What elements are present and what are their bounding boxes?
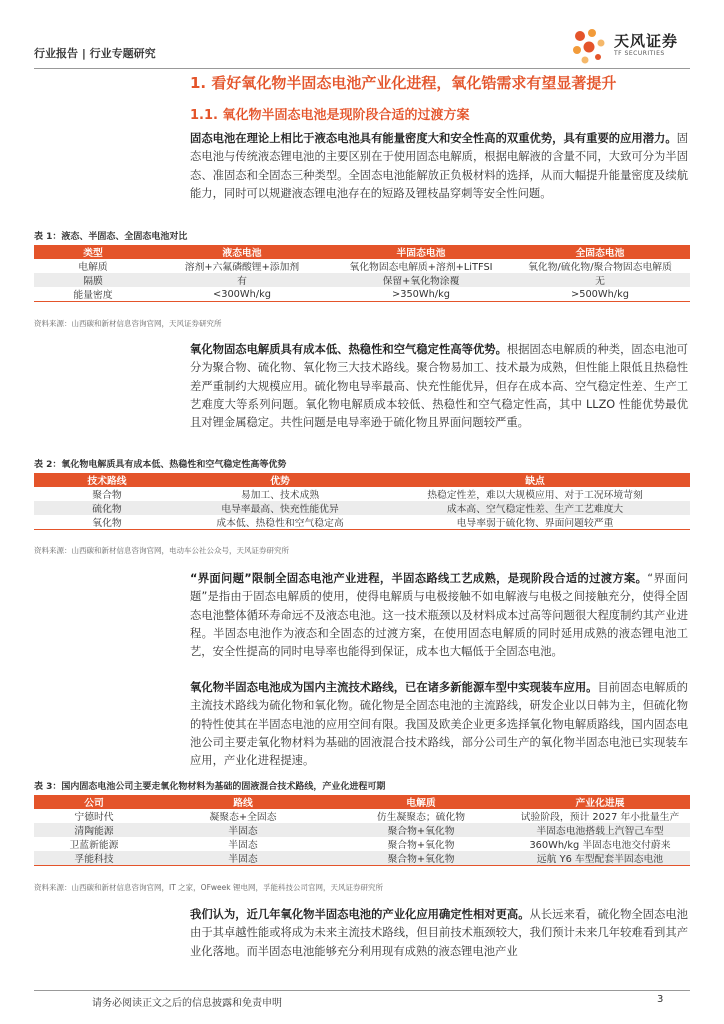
logo-name: 天风证券 bbox=[614, 32, 679, 50]
table-cell: 半固态 bbox=[154, 823, 332, 837]
table-cell: 半固态电池搭载上汽智己车型 bbox=[510, 823, 690, 837]
table-cell: 凝聚态+全固态 bbox=[209, 812, 277, 823]
table-cell: 硫化物 bbox=[34, 501, 180, 515]
paragraph-4-body: 目前固态电解质的主流技术路线为硫化物和氧化物。硫化物是全固态电池的主流路线，研发企业以日韩为主，但硫化物的特性使其在半固态电池的应用空间有限。我国及欧美企业更多选择氧化物电解质路线，国内固态电池公司主要走氧化物材料为基础的固液混合技术路线，部分公司生产的氧化物半固态电池已实现装车应用，产业化进程提速。 bbox=[190, 681, 688, 768]
table-cell: <300Wh/kg bbox=[152, 287, 332, 302]
table-header-cell: 技术路线 bbox=[34, 473, 180, 487]
table-1-caption: 表 1：液态、半固态、全固态电池对比 bbox=[34, 232, 188, 242]
table-cell: 聚合物+氧化物 bbox=[332, 823, 510, 837]
table-header-cell: 优势 bbox=[180, 473, 380, 487]
paragraph-2 bbox=[190, 341, 688, 432]
table-cell: 清陶能源 bbox=[34, 823, 154, 837]
footer-divider bbox=[34, 990, 690, 991]
paragraph-3-body: “界面问题”是指由于固态电解质的使用，使得电解质与电极接触不如电解液与电极之间接触充分，使得全固态电池整体循环寿命远不及液态电池。这一技术瓶颈以及材料成本过高等问题很大程度制约其产业进程。半固态电池作为液态和全固态的过渡方案，在使用固态电解质的同时延用成熟的液态锂电池工艺，安全性提高的同时电导率也能得到保证，成本也大幅低于全固态电池。 bbox=[190, 572, 688, 659]
logo-subtitle: TF SECURITIES bbox=[614, 50, 665, 57]
paragraph-4 bbox=[190, 679, 688, 770]
paragraph-5-lead: 我们认为，近几年氧化物半固态电池的产业化应用确定性相对更高。 bbox=[190, 908, 530, 921]
table-cell: 仿生凝聚态；硫化物 bbox=[376, 812, 466, 823]
table-cell: 半固态 bbox=[154, 851, 332, 866]
table-cell: 氧化物 bbox=[34, 515, 180, 530]
paragraph-2-body: 根据固态电解质的种类，固态电池可分为聚合物、硫化物、氧化物三大技术路线。聚合物易加工、技术最为成熟，但性能上限低且热稳性差严重制约大规模应用。硫化物电导率最高、快充性能优异，但存在成本高、空气稳定性差、生产工艺难度大等系列问题。氧化物电解质成本较低、热稳性和空气稳定性高，其中 LLZO 性能优势最优且对锂金属稳定。共性问题是电导率逊于硫化物且界面问题较严重。 bbox=[190, 343, 688, 430]
table-cell: 保留+氧化物涂覆 bbox=[332, 273, 510, 287]
paragraph-1 bbox=[190, 130, 688, 203]
table-cell: 成本低、热稳性和空气稳定高 bbox=[180, 515, 380, 530]
table-cell: 隔膜 bbox=[34, 273, 152, 287]
table-row bbox=[34, 809, 690, 823]
table-cell: 易加工、技术成熟 bbox=[240, 490, 320, 501]
table-header-cell: 公司 bbox=[34, 795, 154, 809]
paragraph-3 bbox=[190, 570, 688, 661]
table-cell: 成本高、空气稳定性差、生产工艺难度大 bbox=[380, 501, 690, 515]
table-1-source: 资料来源：山西碳和新材信息咨询官网，天风证券研究所 bbox=[34, 319, 222, 328]
table-header-cell: 路线 bbox=[154, 795, 332, 809]
table-cell: 远航 Y6 车型配套半固态电池 bbox=[510, 851, 690, 866]
table-header-cell: 液态电池 bbox=[152, 245, 332, 259]
table-header-row bbox=[34, 795, 690, 809]
section-heading-1: 1. 看好氧化物半固态电池产业化进程，氧化锆需求有望显著提升 bbox=[190, 74, 617, 92]
table-3-caption: 表 3：国内固态电池公司主要走氧化物材料为基础的固液混合技术路线，产业化进程可期 bbox=[34, 782, 386, 792]
table-cell: 360Wh/kg 半固态电池交付蔚来 bbox=[529, 840, 671, 851]
paragraph-1-body: 固态电池与传统液态锂电池的主要区别在于使用固态电解质，根据电解液的含量不同，大致可分为半固态、准固态和全固态三种类型。全固态电池能解放正负极材料的选择，从而大幅提升能量密度及续航能力，同时可以规避液态锂电池存在的短路及锂枝晶穿刺等安全性问题。 bbox=[190, 132, 688, 200]
table-cell: 宁德时代 bbox=[74, 812, 114, 823]
table-header-cell: 缺点 bbox=[380, 473, 690, 487]
table-header-row bbox=[34, 245, 690, 259]
table-header-cell: 电解质 bbox=[332, 795, 510, 809]
table-2-caption: 表 2：氧化物电解质具有成本低、热稳性和空气稳定性高等优势 bbox=[34, 460, 287, 470]
paragraph-5 bbox=[190, 906, 688, 961]
table-header-cell: 产业化进展 bbox=[510, 795, 690, 809]
table-cell: >500Wh/kg bbox=[510, 287, 690, 302]
table-header-cell: 类型 bbox=[34, 245, 152, 259]
tf-securities-logo-icon bbox=[568, 26, 610, 66]
table-cell: 半固态 bbox=[228, 840, 258, 851]
table-cell: >350Wh/kg bbox=[332, 287, 510, 302]
paragraph-3-lead: “界面问题”限制全固态电池产业进程，半固态路线工艺成熟，是现阶段合适的过渡方案。 bbox=[190, 572, 648, 585]
table-row bbox=[34, 837, 690, 851]
paragraph-4-lead: 氧化物半固态电池成为国内主流技术路线，已在诸多新能源车型中实现装车应用。 bbox=[190, 681, 598, 694]
table-cell: 聚合物 bbox=[92, 490, 122, 501]
table-cell: 电解质 bbox=[78, 262, 108, 273]
table-cell: 无 bbox=[510, 273, 690, 287]
table-2-electrolyte-routes bbox=[34, 473, 690, 530]
paragraph-2-lead: 氧化物固态电解质具有成本低、热稳性和空气稳定性高等优势。 bbox=[190, 343, 507, 356]
table-cell: 氧化物/硫化物/聚合物固态电解质 bbox=[528, 262, 672, 273]
table-cell: 溶剂+六氟磷酸锂+添加剂 bbox=[184, 262, 300, 273]
table-cell: 能量密度 bbox=[34, 287, 152, 302]
table-1-battery-comparison bbox=[34, 245, 690, 302]
table-3-source: 资料来源：山西碳和新材信息咨询官网，IT 之家，OFweek 锂电网，孚能科技公司官网，天风证券研究所 bbox=[34, 883, 383, 892]
footer-disclaimer: 请务必阅读正文之后的信息披露和免责申明 bbox=[92, 998, 282, 1009]
table-cell: 氧化物固态电解质+溶剂+LiTFSI bbox=[349, 262, 493, 273]
table-row bbox=[34, 273, 690, 287]
table-cell: 电导率最高、快充性能优异 bbox=[180, 501, 380, 515]
header-divider bbox=[34, 68, 690, 69]
table-cell: 电导率弱于硫化物、界面问题较严重 bbox=[380, 515, 690, 530]
table-2-source: 资料来源：山西碳和新材信息咨询官网，电动车公社公众号，天风证券研究所 bbox=[34, 546, 289, 555]
table-row bbox=[34, 487, 690, 501]
table-cell: 有 bbox=[152, 273, 332, 287]
paragraph-1-lead: 固态电池在理论上相比于液态电池具有能量密度大和安全性高的双重优势，具有重要的应用潜力。 bbox=[190, 132, 677, 145]
table-row bbox=[34, 259, 690, 273]
table-row bbox=[34, 851, 690, 866]
table-header-row bbox=[34, 473, 690, 487]
table-row bbox=[34, 287, 690, 302]
paragraph-5-body: 从长远来看，硫化物全固态电池由于其卓越性能或将成为未来主流技术路线，但目前技术瓶颈较大，我们预计未来几年较难看到其产业化落地。而半固态电池能够充分利用现有成熟的液态锂电池产业 bbox=[190, 908, 688, 958]
table-cell: 试验阶段，预计 2027 年小批量生产 bbox=[520, 812, 680, 823]
page-number: 3 bbox=[657, 994, 664, 1005]
table-cell: 聚合物+氧化物 bbox=[332, 851, 510, 866]
table-row bbox=[34, 501, 690, 515]
table-cell: 聚合物+氧化物 bbox=[387, 840, 455, 851]
table-row bbox=[34, 823, 690, 837]
table-3-domestic-companies bbox=[34, 795, 690, 866]
report-type-header: 行业报告 | 行业专题研究 bbox=[34, 47, 156, 60]
table-cell: 热稳定性差，难以大规模应用、对于工况环境苛刻 bbox=[427, 490, 643, 501]
section-heading-1-1: 1.1. 氧化物半固态电池是现阶段合适的过渡方案 bbox=[190, 108, 470, 123]
table-row bbox=[34, 515, 690, 530]
table-header-cell: 半固态电池 bbox=[332, 245, 510, 259]
table-cell: 卫蓝新能源 bbox=[69, 840, 119, 851]
table-header-cell: 全固态电池 bbox=[510, 245, 690, 259]
table-cell: 孚能科技 bbox=[34, 851, 154, 866]
